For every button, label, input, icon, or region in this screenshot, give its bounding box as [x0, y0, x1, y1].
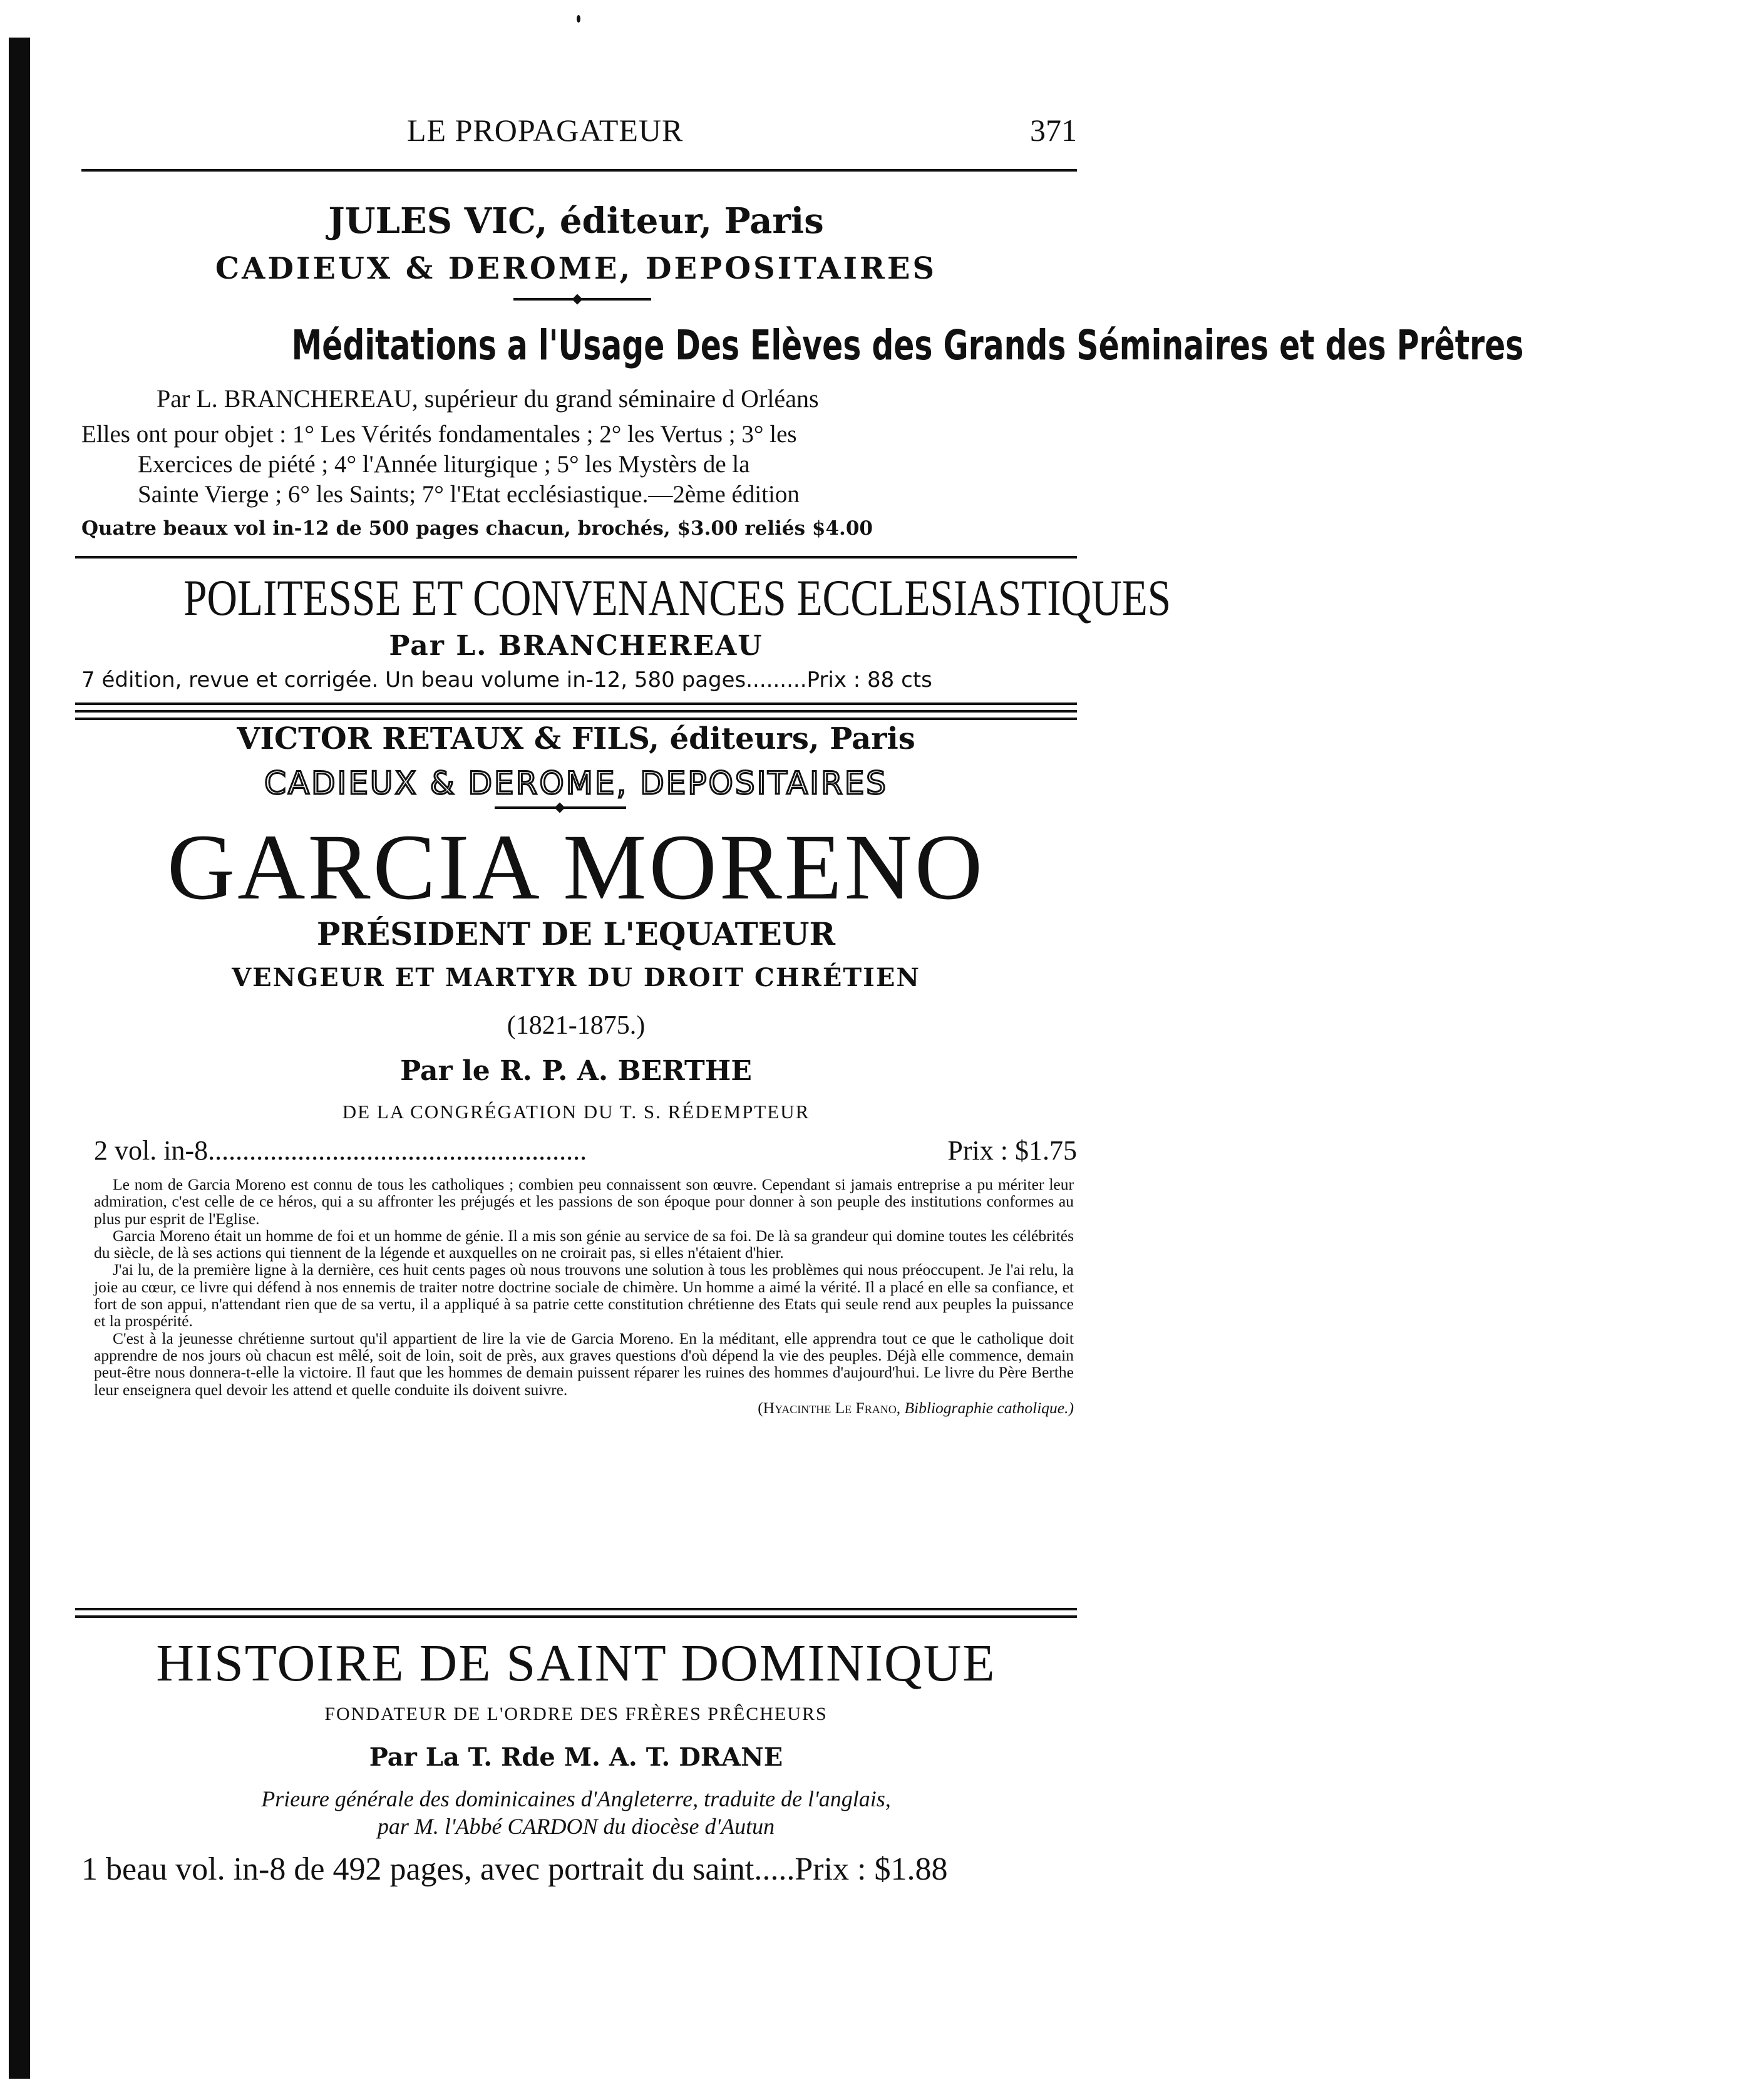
review-source-title: Bibliographie catholique.): [904, 1398, 1074, 1417]
ad1-desc-line-3: Sainte Vierge ; 6° les Saints; 7° l'Etat ecclésiastique.—2ème édition: [138, 481, 800, 508]
review-paragraph-2: Garcia Moreno était un homme de foi et un homme de génie. Il a mis son génie au service de sa foi. De là sa grandeur qui domine toutes les célébrités du siècle, de là ses actions qui tiennent de la légende et auxquelles on ne croirait pas, si elles n'étaient d'hier.: [94, 1226, 1074, 1262]
running-header: [75, 111, 1077, 149]
ad3-volumes-line: [75, 1132, 1077, 1170]
header-rule: [81, 169, 1077, 172]
ad2-title-wrap: [75, 564, 1171, 632]
ad3-dates: (1821-1875.): [507, 1011, 646, 1040]
ad3-publisher: VICTOR RETAUX & FILS, éditeurs, Paris: [237, 721, 915, 756]
ad1-author-line: Par L. BRANCHEREAU, supérieur du grand séminaire d Orléans: [157, 384, 819, 413]
ad3-depositaires-text: CADIEUX & DEROME, DEPOSITAIRES: [264, 765, 888, 801]
ad1-publisher: JULES VIC, éditeur, Paris: [328, 200, 824, 242]
review-paragraph-4: C'est à la jeunesse chrétienne surtout qu'il appartient de lire la vie de Garcia Moreno. En la méditant, elle apprendra tout ce que le catholique doit apprendre de nos jours où chacun est mêlé, soit de loin, soit de près, aux graves questions d'où dépend la vie des peuples. Déjà elle commence, demain peut-être nous donnera-t-elle la victoire. Il faut que les hommes de demain puissent réparer les ruines des hommes d'aujourd'hui. Le livre du Père Berthe leur enseignera quel devoir les attend et quelle conduite ils doivent suivre.: [94, 1329, 1074, 1399]
ad1-bottom-rule: [75, 556, 1077, 558]
ad3-congregation: DE LA CONGRÉGATION DU T. S. RÉDEMPTEUR: [342, 1101, 810, 1123]
review-paragraph-3: J'ai lu, de la première ligne à la dernière, ces huit cents pages où nous trouvons une solution à tous les problèmes qui nous préoccupent. Je l'ai relu, la joie au cœur, ce livre qui défend à nos ennemis de traiter notre doctrine sociale de chimère. Un homme a aimé la vérité. Il a placé en elle sa confiance, et fort de son appui, n'attendant rien que de sa vertu, il a appliqué à sa patrie cette constitution chrétienne des Etats qui seule rend aux peuples la puissance et la prospérité.: [94, 1260, 1074, 1331]
ink-speck: [577, 15, 580, 23]
ad3-subtitle-2: VENGEUR ET MARTYR DU DROIT CHRÉTIEN: [232, 963, 920, 992]
ad4-translator-line-1: Prieure générale des dominicaines d'Angleterre, traduite de l'anglais,: [261, 1786, 891, 1811]
ad3-rule-1: [75, 1608, 1077, 1610]
ad2-title: POLITESSE ET CONVENANCES ECCLESIASTIQUES: [183, 569, 1171, 626]
ad4-subtitle: FONDATEUR DE L'ORDRE DES FRÈRES PRÊCHEURS: [324, 1704, 828, 1724]
ad4-author-line: Par La T. Rde M. A. T. DRANE: [369, 1742, 783, 1772]
ad2-edition-line: 7 édition, revue et corrigée. Un beau volume in-12, 580 pages.........Prix : 88 cts: [81, 667, 932, 692]
ad1-desc-line-2: Exercices de piété ; 4° l'Année liturgique ; 5° les Mystèrs de la: [138, 451, 750, 478]
review-source: [94, 1399, 1074, 1416]
ad4-price-line: 1 beau vol. in-8 de 492 pages, avec portrait du saint.....Prix : $1.88: [81, 1851, 948, 1887]
ad3-review: [94, 1176, 1074, 1564]
ad1-price-line: Quatre beaux vol in-12 de 500 pages chacun, brochés, $3.00 reliés $4.00: [81, 517, 873, 540]
ad3-author-line: Par le R. P. A. BERTHE: [400, 1055, 752, 1087]
ad1-title-wrap: [75, 314, 1524, 377]
ad3-title: GARCIA MORENO: [167, 815, 986, 919]
ad1-title: Méditations a l'Usage Des Elèves des Grands Séminaires et des Prêtres: [291, 321, 1524, 369]
ad1-desc-line-1: Elles ont pour objet : 1° Les Vérités fondamentales ; 2° les Vertus ; 3° les: [81, 421, 797, 448]
page-number: 371: [1030, 113, 1077, 148]
ad2-rule-1: [75, 703, 1077, 705]
ad4-translator-line-2: par M. l'Abbé CARDON du diocèse d'Autun: [377, 1814, 775, 1839]
review-paragraph-1: Le nom de Garcia Moreno est connu de tous les catholiques ; combien peu connaissent son œuvre. Cependant si jamais entreprise a pu mériter leur admiration, c'est celle de ce héros, qui a su affronter les préjugés et les passions de son époque pour donner à son peuple des institutions conformes au plus pur esprit de l'Eglise.: [94, 1175, 1074, 1228]
binding-shadow: [9, 38, 30, 2079]
review-source-author: (Hyacinthe Le Frano,: [758, 1398, 901, 1417]
ad3-rule-2: [75, 1615, 1077, 1618]
ad3-subtitle-1: PRÉSIDENT DE L'EQUATEUR: [316, 915, 836, 952]
ad4-title: HISTOIRE DE SAINT DOMINIQUE: [156, 1634, 996, 1692]
ad3-volumes: 2 vol. in-8.......................................................: [94, 1135, 587, 1166]
ad2-rule-2: [75, 710, 1077, 713]
ad3-price: Prix : $1.75: [944, 1132, 1077, 1170]
ad3-depositaires: [75, 764, 1077, 803]
ad1-depositaires: CADIEUX & DEROME, DEPOSITAIRES: [215, 251, 937, 286]
ad2-author-line: Par L. BRANCHEREAU: [389, 630, 763, 662]
running-title: LE PROPAGATEUR: [407, 113, 684, 148]
